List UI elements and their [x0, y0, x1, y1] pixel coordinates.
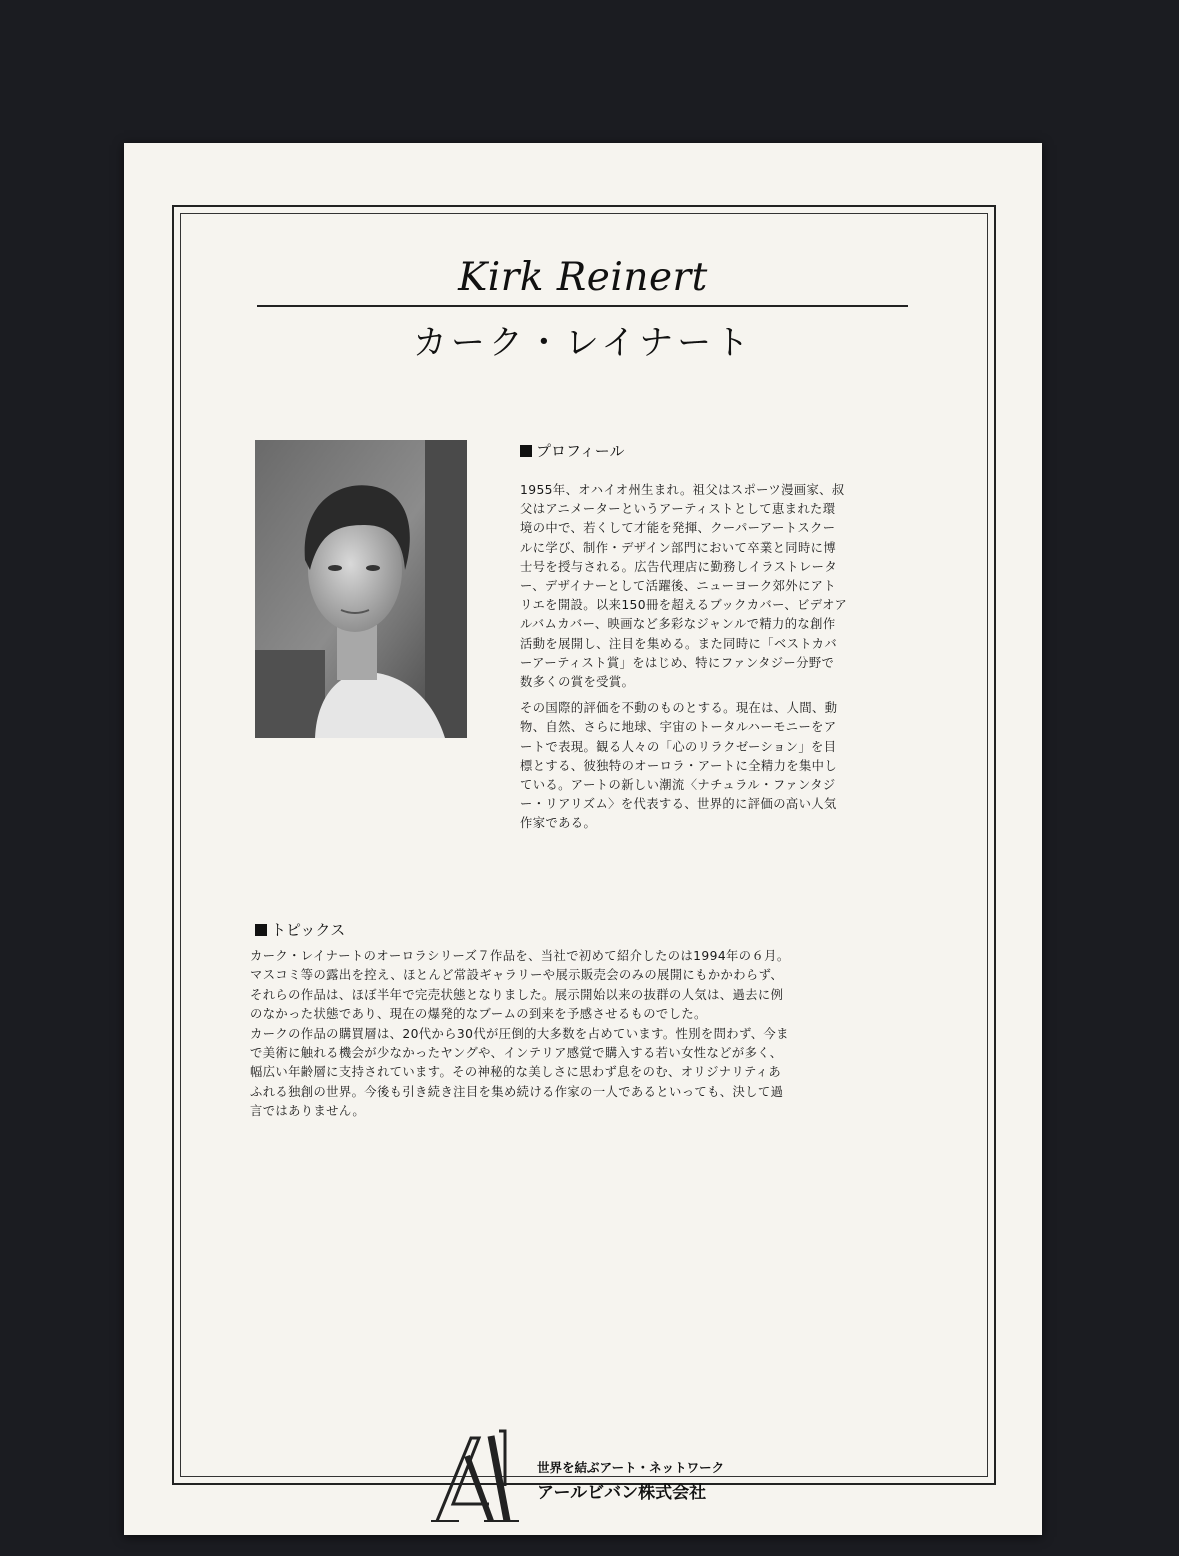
artist-portrait-photo	[255, 440, 467, 738]
profile-paragraph-1: 1955年、オハイオ州生まれ。祖父はスポーツ漫画家、叔 父はアニメーターというアーティストとして恵まれた環 境の中で、若くして才能を発揮、クーパーアートスクー ルに学び、制作・デザイン部門において卒業と同時に博 士号を授与される。広告代理店に勤務しイラストレータ ー、デザイナーとして活躍後、ニューヨーク郊外にアト リエを開設。以来150冊を超えるブックカバー、ビデオア ルバムカバー、映画など多彩なジャンルで精力的な創作 活動を展開し、注目を集める。また同時に「ベストカバ ーアーティスト賞」をはじめ、特にファンタジー分野で 数多くの賞を受賞。	[520, 483, 848, 690]
topics-paragraph-1: カーク・レイナートのオーロラシリーズ７作品を、当社で初めて紹介したのは1994年の６月。 マスコミ等の露出を控え、ほとんど常設ギャラリーや展示販売会のみの展開にもかかわらず、 それらの作品は、ほぼ半年で完売状態となりました。展示開始以来の抜群の人気は、過去に例 のなかった状態であり、現在の爆発的なブームの到来を予感させるものでした。	[250, 949, 790, 1022]
square-bullet-icon	[520, 445, 532, 457]
topics-paragraph-2: カークの作品の購買層は、20代から30代が圧倒的大多数を占めています。性別を問わず、今ま で美術に触れる機会が少なかったヤングや、インテリア感覚で購入する若い女性などが多く、 幅広い年齢層に支持されています。その神秘的な美しさに思わず息をのむ、オリジナリティあ ふれる独創の世界。今後も引き続き注目を集め続ける作家の一人であるといっても、決して過 言ではありません。	[250, 1026, 789, 1119]
profile-body	[520, 481, 914, 841]
page-inner-border	[180, 213, 988, 1477]
artist-name-japanese: カーク・レイナート	[412, 323, 754, 363]
profile-paragraph-2: その国際的評価を不動のものとする。現在は、人間、動 物、自然、さらに地球、宇宙のトータルハーモニーをア ートで表現。観る人々の「心のリラクゼーション」を目 標とする、彼独特のオーロラ・アートに全精力を集中し ている。アートの新しい潮流〈ナチュラル・ファンタジ ー・リアリズム〉を代表する、世界的に評価の高い人気 作家である。	[520, 701, 838, 831]
company-tagline: 世界を結ぶアート・ネットワーク	[537, 1460, 725, 1475]
topics-body	[250, 947, 930, 1122]
company-name: アールビバン株式会社	[537, 1483, 707, 1503]
profile-heading-label: プロフィール	[536, 442, 625, 460]
topics-heading	[255, 919, 345, 940]
profile-heading	[520, 440, 625, 461]
title-divider	[257, 305, 908, 307]
topics-heading-label: トピックス	[271, 921, 346, 939]
square-bullet-icon	[255, 924, 267, 936]
brochure-sheet	[124, 143, 1042, 1535]
page-border	[172, 205, 996, 1485]
artist-name-english: Kirk Reinert	[458, 255, 708, 300]
artvivant-logo-mark	[429, 1426, 529, 1526]
